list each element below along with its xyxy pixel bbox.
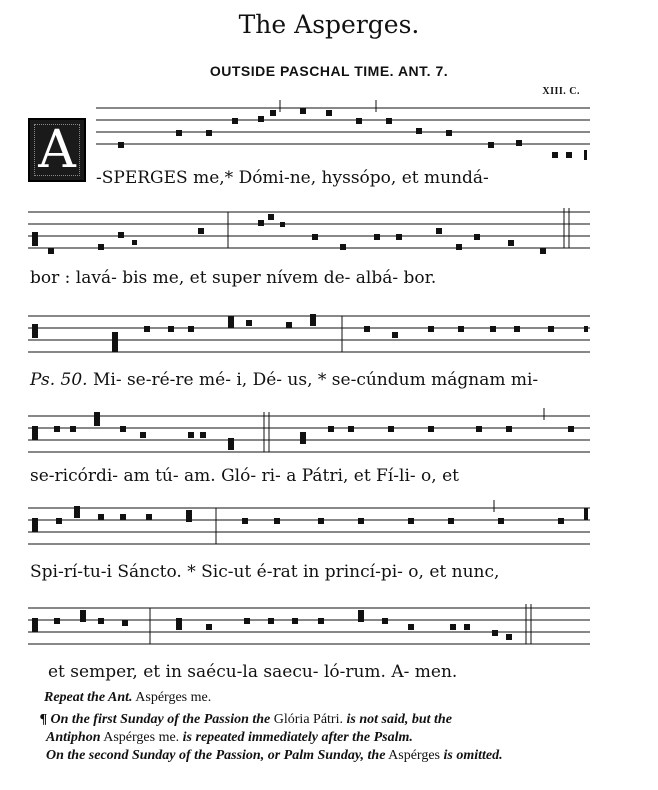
rubric-palm-sunday xyxy=(46,748,503,764)
lyric-line-4: se-ricórdi- am tú- am. Gló- ri- a Pátri, et Fí-li- o, et xyxy=(30,466,459,486)
chant-staff-4 xyxy=(28,408,590,458)
rubric-palm-2: Aspérges xyxy=(388,748,440,763)
rubric-repeat-italic: Repeat the Ant. xyxy=(44,690,133,705)
rubric-repeat xyxy=(44,690,211,706)
page-title: The Asperges. xyxy=(238,10,420,39)
chant-staff-2-lines xyxy=(28,204,590,264)
chant-staff-3-lines xyxy=(28,308,590,368)
illuminated-initial: A xyxy=(28,118,86,182)
chant-staff-1 xyxy=(96,100,590,150)
lyric-line-3 xyxy=(30,370,590,390)
rubric-passion-1a: ¶ On the first Sunday of the Passion the xyxy=(40,712,271,727)
lyric-line-5: Spi-rí-tu-i Sáncto. * Sic-ut é-rat in princí-pi- o, et nunc, xyxy=(30,562,500,582)
rubric-passion-1c: is not said, but the xyxy=(346,712,452,727)
lyric-line-2: bor : lavá- bis me, et super nívem de- albá- bor. xyxy=(30,268,437,288)
chant-staff-6 xyxy=(28,600,590,650)
chant-staff-5-lines xyxy=(28,500,590,560)
rubric-passion-1b: Glória Pátri. xyxy=(273,712,343,727)
psalm-label: Ps. 50. xyxy=(30,370,88,390)
rubric-passion-line-2 xyxy=(46,730,413,746)
lyric-line-3-text: Mi- se-ré-re mé- i, Dé- us, * se-cúndum mágnam mi- xyxy=(92,370,539,390)
lyric-line-6: et semper, et in saécu-la saecu- ló-rum. A- men. xyxy=(48,662,458,682)
antiphon-heading: OUTSIDE PASCHAL TIME. ANT. 7. xyxy=(209,63,449,79)
chant-staff-2 xyxy=(28,204,590,254)
rubric-passion-2a: Antiphon xyxy=(46,730,101,745)
rubric-repeat-plain: Aspérges me. xyxy=(135,690,212,705)
lyric-line-1: -SPERGES me,* Dómi-ne, hyssópo, et mundá- xyxy=(96,168,489,188)
chant-staff-5 xyxy=(28,500,590,550)
chant-staff-3 xyxy=(28,308,590,358)
rubric-palm-1: On the second Sunday of the Passion, or Palm Sunday, the xyxy=(46,748,386,763)
rubric-palm-3: is omitted. xyxy=(443,748,503,763)
mode-label: XIII. C. xyxy=(542,86,580,97)
rubric-passion-2c: is repeated immediately after the Psalm. xyxy=(182,730,413,745)
chant-staff-1-lines xyxy=(96,100,590,160)
chant-staff-6-lines xyxy=(28,600,590,660)
rubric-passion-2b: Aspérges me. xyxy=(103,730,180,745)
chant-staff-4-lines xyxy=(28,408,590,468)
rubric-passion-line-1 xyxy=(40,712,452,728)
